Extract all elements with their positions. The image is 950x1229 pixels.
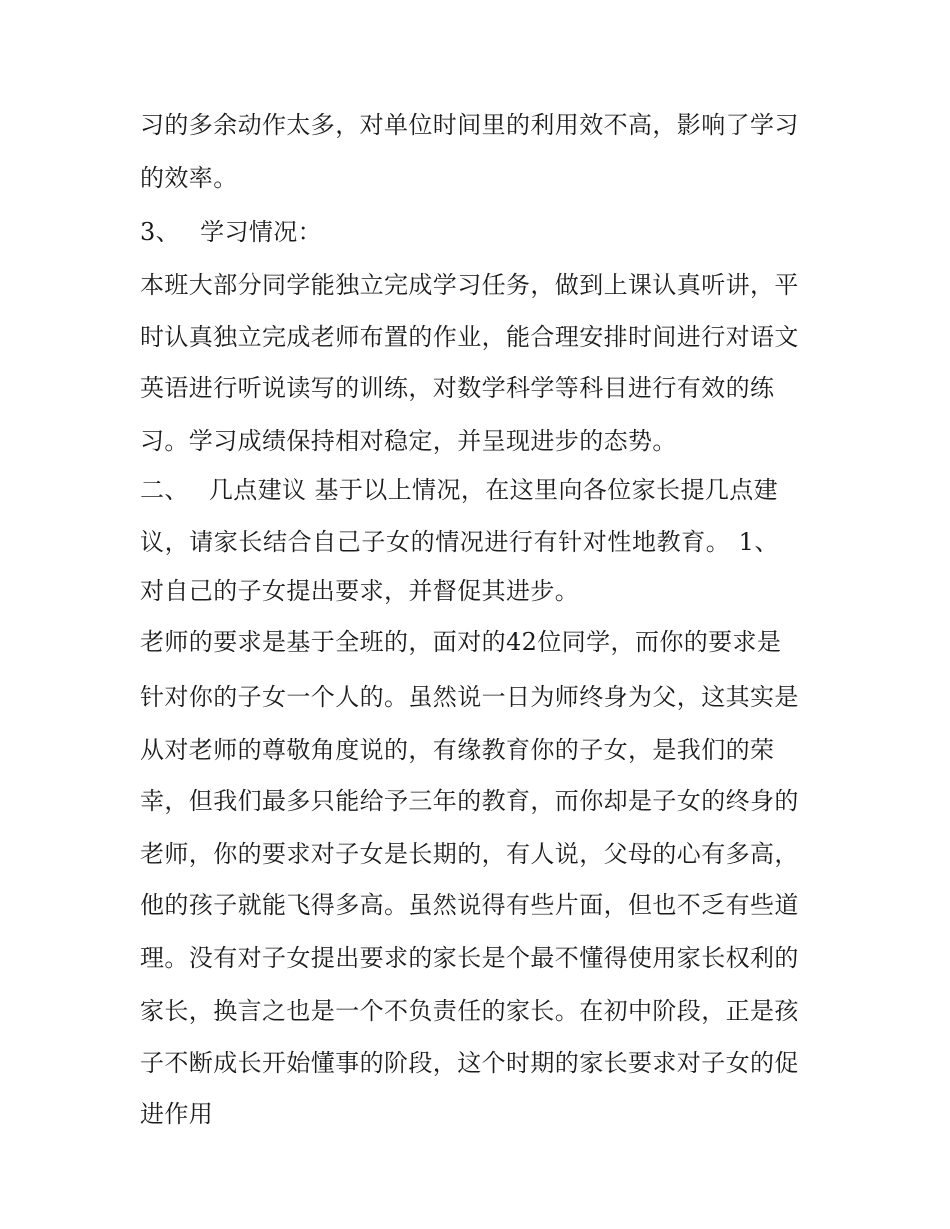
paragraph-line: 习。学习成绩保持相对稳定，并呈现进步的态势。 [140, 427, 677, 455]
paragraph-line: 本班大部分同学能独立完成学习任务，做到上课认真听讲，平 [140, 271, 799, 299]
paragraph-line: 从对老师的尊敬角度说的，有缘教育你的子女，是我们的荣 [140, 736, 775, 764]
paragraph-line: 老师的要求是基于全班的，面对的42位同学，而你的要求是 [140, 628, 782, 656]
section-title: 几点建议 基于以上情况，在这里向各位家长提几点建 [208, 476, 779, 504]
section-number: 二、 [140, 476, 189, 504]
paragraph-line: 幸，但我们最多只能给予三年的教育，而你却是子女的终身的 [140, 787, 799, 815]
paragraph-line: 家长，换言之也是一个不负责任的家长。在初中阶段，正是孩 [140, 997, 799, 1025]
paragraph-line: 时认真独立完成老师布置的作业，能合理安排时间进行对语文 [140, 323, 799, 351]
paragraph-line: 理。没有对子女提出要求的家长是个最不懂得使用家长权利的 [140, 944, 799, 972]
section-number: 3、 [140, 218, 181, 246]
paragraph-line: 英语进行听说读写的训练，对数学科学等科目进行有效的练 [140, 374, 775, 402]
paragraph-line: 针对你的子女一个人的。虽然说一日为师终身为父，这其实是 [140, 683, 799, 711]
section-heading [140, 218, 322, 246]
section-heading [140, 476, 778, 504]
paragraph-line: 议，请家长结合自己子女的情况进行有针对性地教育。 1、 [140, 528, 780, 556]
paragraph-line: 对自己的子女提出要求，并督促其进步。 [140, 577, 580, 605]
paragraph-line: 的效率。 [140, 164, 238, 192]
paragraph-line: 习的多余动作太多，对单位时间里的利用效不高，影响了学习 [140, 111, 799, 139]
paragraph-line: 子不断成长开始懂事的阶段，这个时期的家长要求对子女的促 [140, 1049, 799, 1077]
paragraph-line: 进作用 [140, 1100, 214, 1128]
paragraph-line: 老师，你的要求对子女是长期的，有人说，父母的心有多高， [140, 840, 799, 868]
section-title: 学习情况： [200, 218, 323, 246]
paragraph-line: 他的孩子就能飞得多高。虽然说得有些片面，但也不乏有些道 [140, 891, 799, 919]
